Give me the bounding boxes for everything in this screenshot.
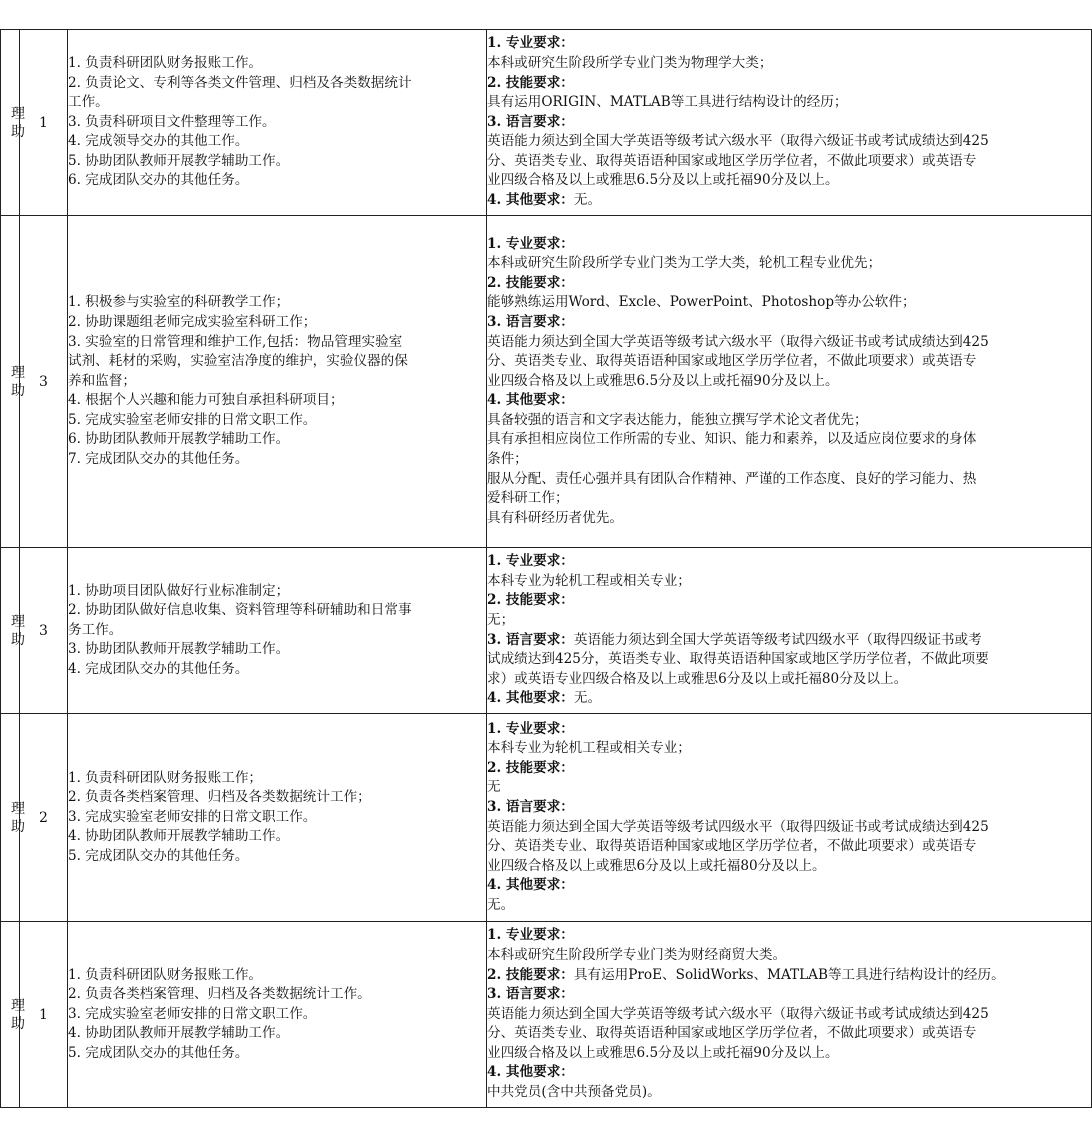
headcount-cell: 3 bbox=[20, 216, 68, 548]
requirement-text: 条件； bbox=[487, 451, 528, 468]
requirement-text: 英语能力须达到全国大学英语等级考试六级水平（取得六级证书或考试成绩达到425 bbox=[487, 1005, 989, 1022]
table-row bbox=[1, 548, 1092, 714]
requirement-line bbox=[487, 1083, 1091, 1103]
duty-line: 1. 负责科研团队财务报账工作； bbox=[68, 769, 263, 786]
requirement-line bbox=[487, 74, 1091, 94]
requirement-line bbox=[487, 191, 1091, 211]
requirement-heading: 2. 技能要求： bbox=[487, 274, 574, 291]
headcount-cell: 1 bbox=[20, 30, 68, 216]
duties-cell bbox=[68, 30, 487, 216]
requirement-heading: 2. 技能要求： bbox=[487, 966, 574, 983]
duty-line: 2. 协助团队做好信息收集、资料管理等科研辅助和日常事 bbox=[68, 602, 412, 619]
requirement-text: 具有科研经历者优先。 bbox=[487, 509, 623, 526]
requirement-heading: 1. 专业要求： bbox=[487, 553, 574, 570]
requirement-line bbox=[487, 720, 1091, 740]
requirement-line bbox=[487, 552, 1091, 572]
requirement-line bbox=[487, 572, 1091, 592]
requirement-text: 分、英语类专业、取得英语语种国家或地区学历学位者，不做此项要求）或英语专 bbox=[487, 838, 977, 855]
requirement-line bbox=[487, 857, 1091, 877]
duty-line: 7. 完成团队交办的其他任务。 bbox=[68, 451, 249, 468]
duty-line: 2. 负责各类档案管理、归档及各类数据统计工作。 bbox=[68, 986, 371, 1003]
duty-line: 2. 协助课题组老师完成实验室科研工作； bbox=[68, 313, 317, 330]
requirement-line bbox=[487, 430, 1091, 450]
requirement-line bbox=[487, 489, 1091, 509]
duties-cell bbox=[68, 548, 487, 714]
requirement-heading: 4. 其他要求： bbox=[487, 192, 574, 209]
requirement-line bbox=[487, 274, 1091, 294]
requirement-line bbox=[487, 818, 1091, 838]
requirement-text: 本科或研究生阶段所学专业门类为物理学大类； bbox=[487, 54, 773, 71]
requirement-line bbox=[487, 631, 1091, 651]
requirements-cell bbox=[487, 548, 1092, 714]
duty-line: 5. 完成实验室老师安排的日常文职工作。 bbox=[68, 411, 317, 428]
requirements-cell bbox=[487, 714, 1092, 922]
requirement-line bbox=[487, 985, 1091, 1005]
requirement-heading: 2. 技能要求： bbox=[487, 74, 574, 91]
requirement-text: 具有运用ProE、SolidWorks、MATLAB等工具进行结构设计的经历。 bbox=[573, 966, 1005, 983]
requirement-line bbox=[487, 966, 1091, 986]
requirement-line bbox=[487, 946, 1091, 966]
duty-line: 5. 完成团队交办的其他任务。 bbox=[68, 1044, 249, 1061]
requirement-line bbox=[487, 450, 1091, 470]
position-label: 理助 bbox=[11, 364, 25, 399]
requirement-heading: 1. 专业要求： bbox=[487, 235, 574, 252]
requirement-line bbox=[487, 837, 1091, 857]
requirement-line bbox=[487, 1063, 1091, 1083]
requirement-line bbox=[487, 352, 1091, 372]
duty-line: 工作。 bbox=[68, 94, 109, 111]
requirement-heading: 2. 技能要求： bbox=[487, 592, 574, 609]
requirement-line bbox=[487, 333, 1091, 353]
duty-line: 4. 完成团队交办的其他任务。 bbox=[68, 660, 249, 677]
requirement-line bbox=[487, 778, 1091, 798]
requirement-text: 分、英语类专业、取得英语语种国家或地区学历学位者，不做此项要求）或英语专 bbox=[487, 353, 977, 370]
job-requirements-table bbox=[0, 29, 1080, 1108]
requirement-line bbox=[487, 509, 1091, 529]
duty-line: 3. 实验室的日常管理和维护工作,包括：物品管理实验室 bbox=[68, 333, 403, 350]
duties-cell bbox=[68, 216, 487, 548]
requirement-text: 无 bbox=[487, 779, 501, 796]
duty-line: 4. 协助团队教师开展教学辅助工作。 bbox=[68, 828, 290, 845]
duty-line: 3. 完成实验室老师安排的日常文职工作。 bbox=[68, 1005, 317, 1022]
requirement-line bbox=[487, 798, 1091, 818]
requirement-line bbox=[487, 113, 1091, 133]
requirement-text: 业四级合格及以上或雅思6分及以上或托福80分及以上。 bbox=[487, 857, 826, 874]
requirement-text: 无； bbox=[487, 611, 515, 628]
position-label: 理助 bbox=[11, 800, 25, 835]
position-cell bbox=[1, 548, 25, 714]
requirement-text: 试成绩达到425分，英语类专业、取得英语语种国家或地区学历学位者，不做此项要 bbox=[487, 651, 989, 668]
headcount-cell: 3 bbox=[20, 548, 68, 714]
requirement-line bbox=[487, 739, 1091, 759]
duty-line: 6. 协助团队教师开展教学辅助工作。 bbox=[68, 431, 290, 448]
requirement-text: 本科专业为轮机工程或相关专业； bbox=[487, 740, 691, 757]
requirement-line bbox=[487, 293, 1091, 313]
requirement-text: 中共党员(含中共预备党员)。 bbox=[487, 1084, 661, 1101]
duty-line: 4. 协助团队教师开展教学辅助工作。 bbox=[68, 1025, 290, 1042]
duty-line: 2. 负责论文、专利等各类文件管理、归档及各类数据统计 bbox=[68, 74, 412, 91]
table-row bbox=[1, 714, 1092, 922]
requirement-text: 本科专业为轮机工程或相关专业； bbox=[487, 572, 691, 589]
requirement-heading: 4. 其他要求： bbox=[487, 392, 574, 409]
requirement-text: 服从分配、责任心强并具有团队合作精神、严谨的工作态度、良好的学习能力、热 bbox=[487, 470, 977, 487]
requirement-heading: 1. 专业要求： bbox=[487, 720, 574, 737]
requirement-text: 爱科研工作； bbox=[487, 490, 569, 507]
position-cell bbox=[1, 216, 25, 548]
duty-line: 1. 积极参与实验室的科研教学工作； bbox=[68, 294, 290, 311]
requirement-line bbox=[487, 896, 1091, 916]
duty-line: 3. 完成实验室老师安排的日常文职工作。 bbox=[68, 808, 317, 825]
requirement-text: 英语能力须达到全国大学英语等级考试四级水平（取得四级证书或考 bbox=[573, 631, 982, 648]
table-row bbox=[1, 30, 1092, 216]
requirement-line bbox=[487, 391, 1091, 411]
position-cell bbox=[1, 922, 25, 1108]
requirement-line bbox=[487, 1024, 1091, 1044]
duty-line: 务工作。 bbox=[68, 621, 123, 638]
requirement-heading: 4. 其他要求： bbox=[487, 690, 574, 707]
requirement-text: 具备较强的语言和文字表达能力，能独立撰写学术论文者优先； bbox=[487, 411, 868, 428]
duty-line: 5. 完成团队交办的其他任务。 bbox=[68, 847, 249, 864]
requirement-line bbox=[487, 34, 1091, 54]
requirement-heading: 2. 技能要求： bbox=[487, 759, 574, 776]
requirement-heading: 3. 语言要求： bbox=[487, 631, 574, 648]
duty-line: 3. 负责科研项目文件整理等工作。 bbox=[68, 113, 276, 130]
requirement-line bbox=[487, 93, 1091, 113]
requirements-cell bbox=[487, 922, 1092, 1108]
requirement-text: 无。 bbox=[487, 896, 515, 913]
duty-line: 6. 完成团队交办的其他任务。 bbox=[68, 172, 249, 189]
requirements-cell bbox=[487, 30, 1092, 216]
requirement-line bbox=[487, 372, 1091, 392]
requirement-text: 本科或研究生阶段所学专业门类为财经商贸大类。 bbox=[487, 946, 787, 963]
requirement-text: 无。 bbox=[573, 192, 602, 209]
requirement-heading: 1. 专业要求： bbox=[487, 35, 574, 52]
duty-line: 4. 完成领导交办的其他工作。 bbox=[68, 133, 249, 150]
position-label: 理助 bbox=[11, 105, 25, 140]
duty-line: 1. 负责科研团队财务报账工作。 bbox=[68, 54, 263, 71]
requirement-heading: 3. 语言要求： bbox=[487, 113, 574, 130]
requirement-line bbox=[487, 689, 1091, 709]
requirement-text: 无。 bbox=[573, 690, 602, 707]
duty-line: 3. 协助团队教师开展教学辅助工作。 bbox=[68, 641, 290, 658]
requirement-line bbox=[487, 152, 1091, 172]
requirements-cell bbox=[487, 216, 1092, 548]
requirement-text: 具有运用ORIGIN、MATLAB等工具进行结构设计的经历； bbox=[487, 94, 848, 111]
requirement-heading: 4. 其他要求： bbox=[487, 877, 574, 894]
requirement-line bbox=[487, 650, 1091, 670]
requirement-text: 本科或研究生阶段所学专业门类为工学大类，轮机工程专业优先； bbox=[487, 255, 882, 272]
duty-line: 2. 负责各类档案管理、归档及各类数据统计工作； bbox=[68, 789, 371, 806]
table-body bbox=[1, 30, 1092, 1108]
table-row bbox=[1, 922, 1092, 1108]
requirement-text: 能够熟练运用Word、Excle、PowerPoint、Photoshop等办公软件； bbox=[487, 294, 916, 311]
duty-line: 4. 根据个人兴趣和能力可独自承担科研项目； bbox=[68, 392, 344, 409]
requirement-line bbox=[487, 876, 1091, 896]
requirement-text: 业四级合格及以上或雅思6.5分及以上或托福90分及以上。 bbox=[487, 172, 839, 189]
requirement-line bbox=[487, 254, 1091, 274]
requirement-line bbox=[487, 235, 1091, 255]
requirement-text: 具有承担相应岗位工作所需的专业、知识、能力和素养，以及适应岗位要求的身体 bbox=[487, 431, 977, 448]
headcount-cell: 2 bbox=[20, 714, 68, 922]
duties-cell bbox=[68, 714, 487, 922]
position-cell bbox=[1, 714, 25, 922]
requirement-line bbox=[487, 54, 1091, 74]
requirement-heading: 3. 语言要求： bbox=[487, 986, 574, 1003]
table-row bbox=[1, 216, 1092, 548]
requirement-heading: 3. 语言要求： bbox=[487, 313, 574, 330]
duty-line: 试剂、耗材的采购，实验室洁净度的维护，实验仪器的保 bbox=[68, 353, 408, 370]
requirement-text: 分、英语类专业、取得英语语种国家或地区学历学位者，不做此项要求）或英语专 bbox=[487, 152, 977, 169]
requirement-line bbox=[487, 926, 1091, 946]
requirement-line bbox=[487, 591, 1091, 611]
requirement-line bbox=[487, 1044, 1091, 1064]
duty-line: 1. 协助项目团队做好行业标准制定； bbox=[68, 582, 290, 599]
requirement-line bbox=[487, 759, 1091, 779]
requirement-text: 求）或英语专业四级合格及以上或雅思6分及以上或托福80分及以上。 bbox=[487, 670, 908, 687]
requirement-line bbox=[487, 470, 1091, 490]
requirement-text: 英语能力须达到全国大学英语等级考试六级水平（取得六级证书或考试成绩达到425 bbox=[487, 133, 989, 150]
requirement-line bbox=[487, 132, 1091, 152]
requirement-heading: 1. 专业要求： bbox=[487, 927, 574, 944]
requirement-line bbox=[487, 670, 1091, 690]
headcount-cell: 1 bbox=[20, 922, 68, 1108]
requirement-line bbox=[487, 1005, 1091, 1025]
requirement-text: 英语能力须达到全国大学英语等级考试六级水平（取得六级证书或考试成绩达到425 bbox=[487, 333, 989, 350]
requirement-heading: 3. 语言要求： bbox=[487, 798, 574, 815]
position-label: 理助 bbox=[11, 613, 25, 648]
duty-line: 养和监督； bbox=[68, 372, 136, 389]
position-label: 理助 bbox=[11, 997, 25, 1032]
requirement-line bbox=[487, 411, 1091, 431]
requirements-grid bbox=[0, 29, 1092, 1108]
requirement-line bbox=[487, 171, 1091, 191]
duty-line: 1. 负责科研团队财务报账工作。 bbox=[68, 966, 263, 983]
requirement-line bbox=[487, 611, 1091, 631]
requirement-heading: 4. 其他要求： bbox=[487, 1064, 574, 1081]
requirement-text: 分、英语类专业、取得英语语种国家或地区学历学位者，不做此项要求）或英语专 bbox=[487, 1025, 977, 1042]
position-cell bbox=[1, 30, 25, 216]
duties-cell bbox=[68, 922, 487, 1108]
requirement-text: 英语能力须达到全国大学英语等级考试四级水平（取得四级证书或考试成绩达到425 bbox=[487, 818, 989, 835]
duty-line: 5. 协助团队教师开展教学辅助工作。 bbox=[68, 152, 290, 169]
requirement-line bbox=[487, 313, 1091, 333]
requirement-text: 业四级合格及以上或雅思6.5分及以上或托福90分及以上。 bbox=[487, 372, 839, 389]
requirement-text: 业四级合格及以上或雅思6.5分及以上或托福90分及以上。 bbox=[487, 1044, 839, 1061]
